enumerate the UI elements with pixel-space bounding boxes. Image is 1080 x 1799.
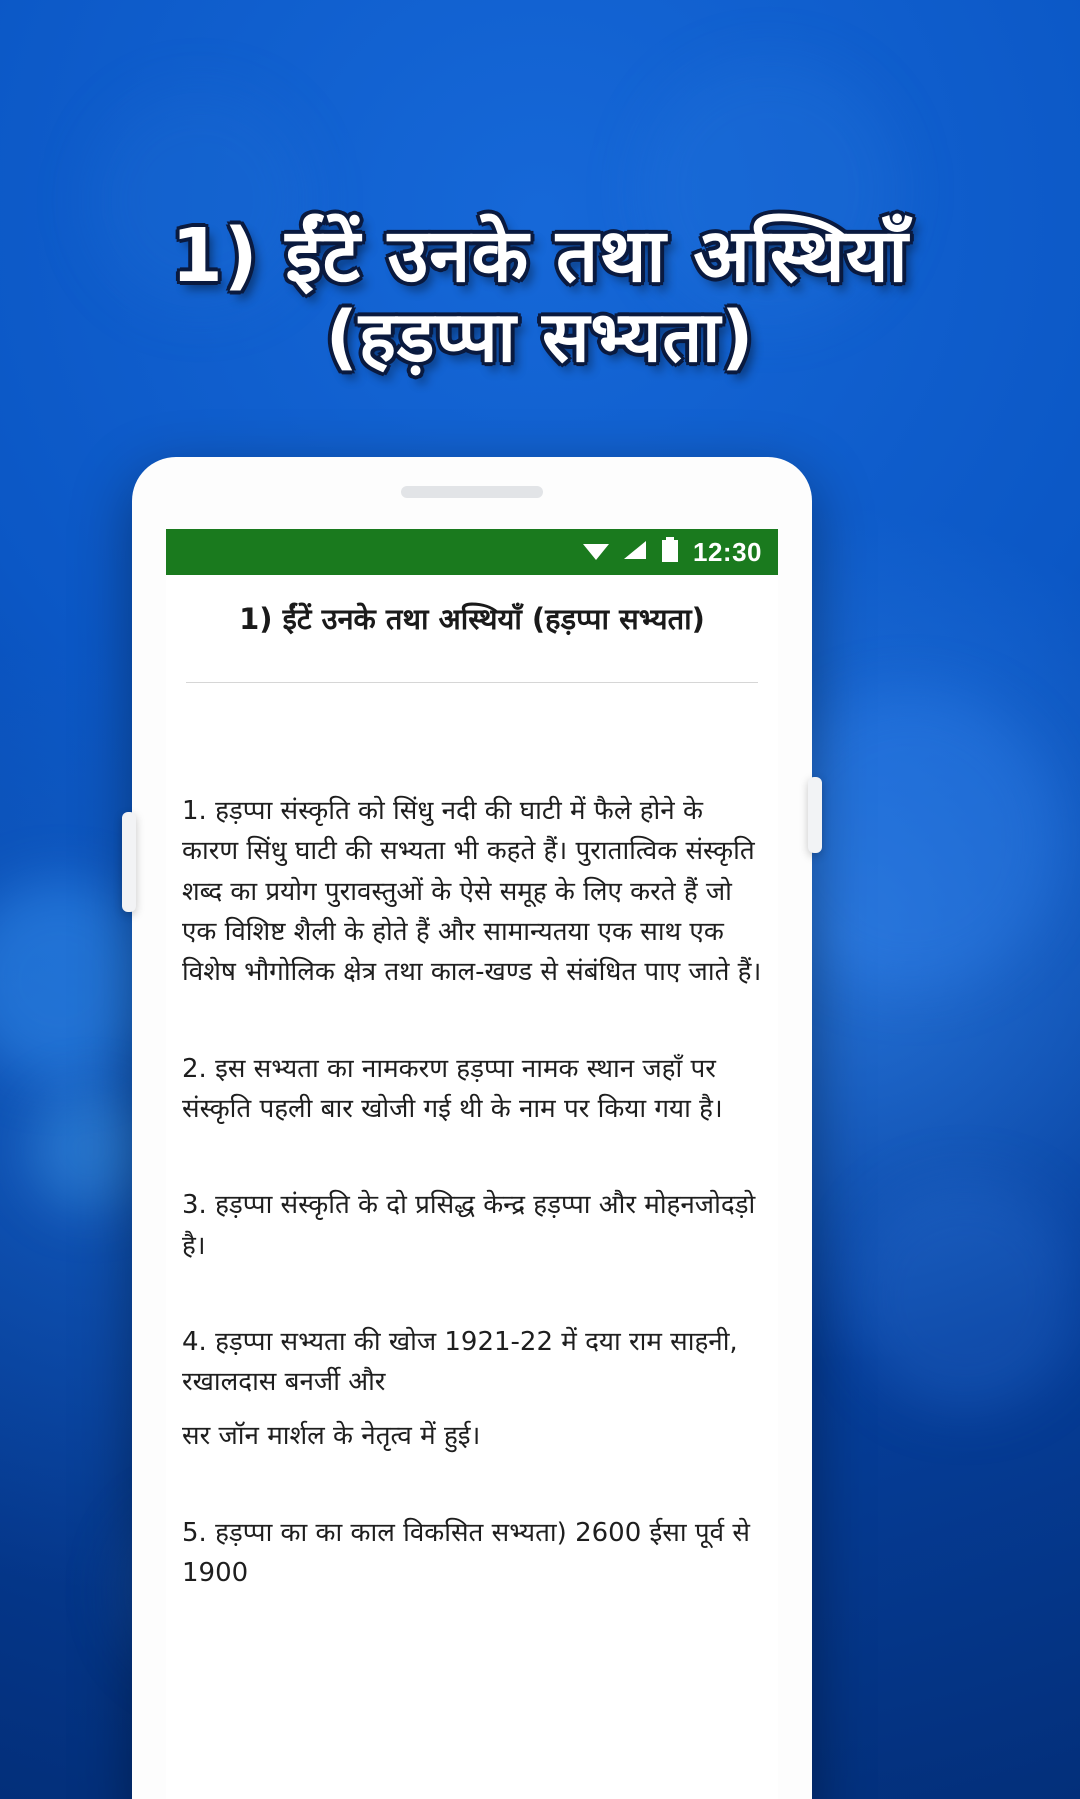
page-title: 1) ईंटें उनके तथा अस्थियाँ (हड़प्पा सभ्यता) bbox=[239, 602, 705, 636]
article-body bbox=[182, 791, 762, 1593]
article-paragraph: सर जॉन मार्शल के नेतृत्व में हुई। bbox=[182, 1421, 481, 1452]
status-bar bbox=[166, 529, 778, 575]
article-paragraph: 4. हड़प्पा सभ्यता की खोज 1921-22 में दया राम साहनी, रखालदास बनर्जी और bbox=[182, 1326, 738, 1398]
status-bar-clock: 12:30 bbox=[693, 536, 762, 567]
phone-earpiece-speaker bbox=[401, 486, 543, 498]
phone-top-bezel bbox=[132, 457, 812, 529]
phone-mockup bbox=[132, 457, 812, 1799]
article-paragraph: 2. इस सभ्यता का नामकरण हड़प्पा नामक स्थान जहाँ पर संस्कृति पहली बार खोजी गई थी के नाम पर किया गया है। bbox=[182, 1053, 723, 1124]
promo-headline bbox=[0, 215, 1080, 376]
signal-icon bbox=[622, 538, 650, 566]
decorative-bokeh bbox=[850, 1180, 1080, 1410]
article-paragraph: 3. हड़प्पा संस्कृति के दो प्रसिद्ध केन्द्र हड़प्पा और मोहनजोदड़ो है। bbox=[182, 1190, 756, 1261]
battery-icon bbox=[661, 537, 679, 567]
article-paragraph: 5. हड़प्पा का का काल विकसित सभ्यता) 2600 ईसा पूर्व से 1900 bbox=[182, 1517, 750, 1589]
wifi-icon bbox=[581, 538, 611, 566]
promo-headline-line-1: 1) ईंटें उनके तथा अस्थियाँ bbox=[171, 213, 909, 299]
app-screen bbox=[166, 575, 778, 1799]
promo-headline-line-2: (हड़प्पा सभ्यता) bbox=[325, 295, 755, 378]
title-divider bbox=[186, 682, 758, 683]
phone-side-button-left bbox=[122, 812, 136, 912]
article-paragraph: 1. हड़प्पा संस्कृति को सिंधु नदी की घाटी में फैले होने के कारण सिंधु घाटी की सभ्यता भी कहते हैं। पुरातात्विक संस्कृति शब्द का प्रयोग पुरावस्तुओं के ऐसे समूह के लिए करते हैं जो एक विशिष्ट शैली के होते हैं और सामान्यतया एक साथ एक विशेष भौगोलिक क्षेत्र तथा काल-खण्ड से संबंधित पाए जाते हैं। bbox=[182, 796, 762, 988]
phone-side-button-right bbox=[808, 777, 822, 853]
